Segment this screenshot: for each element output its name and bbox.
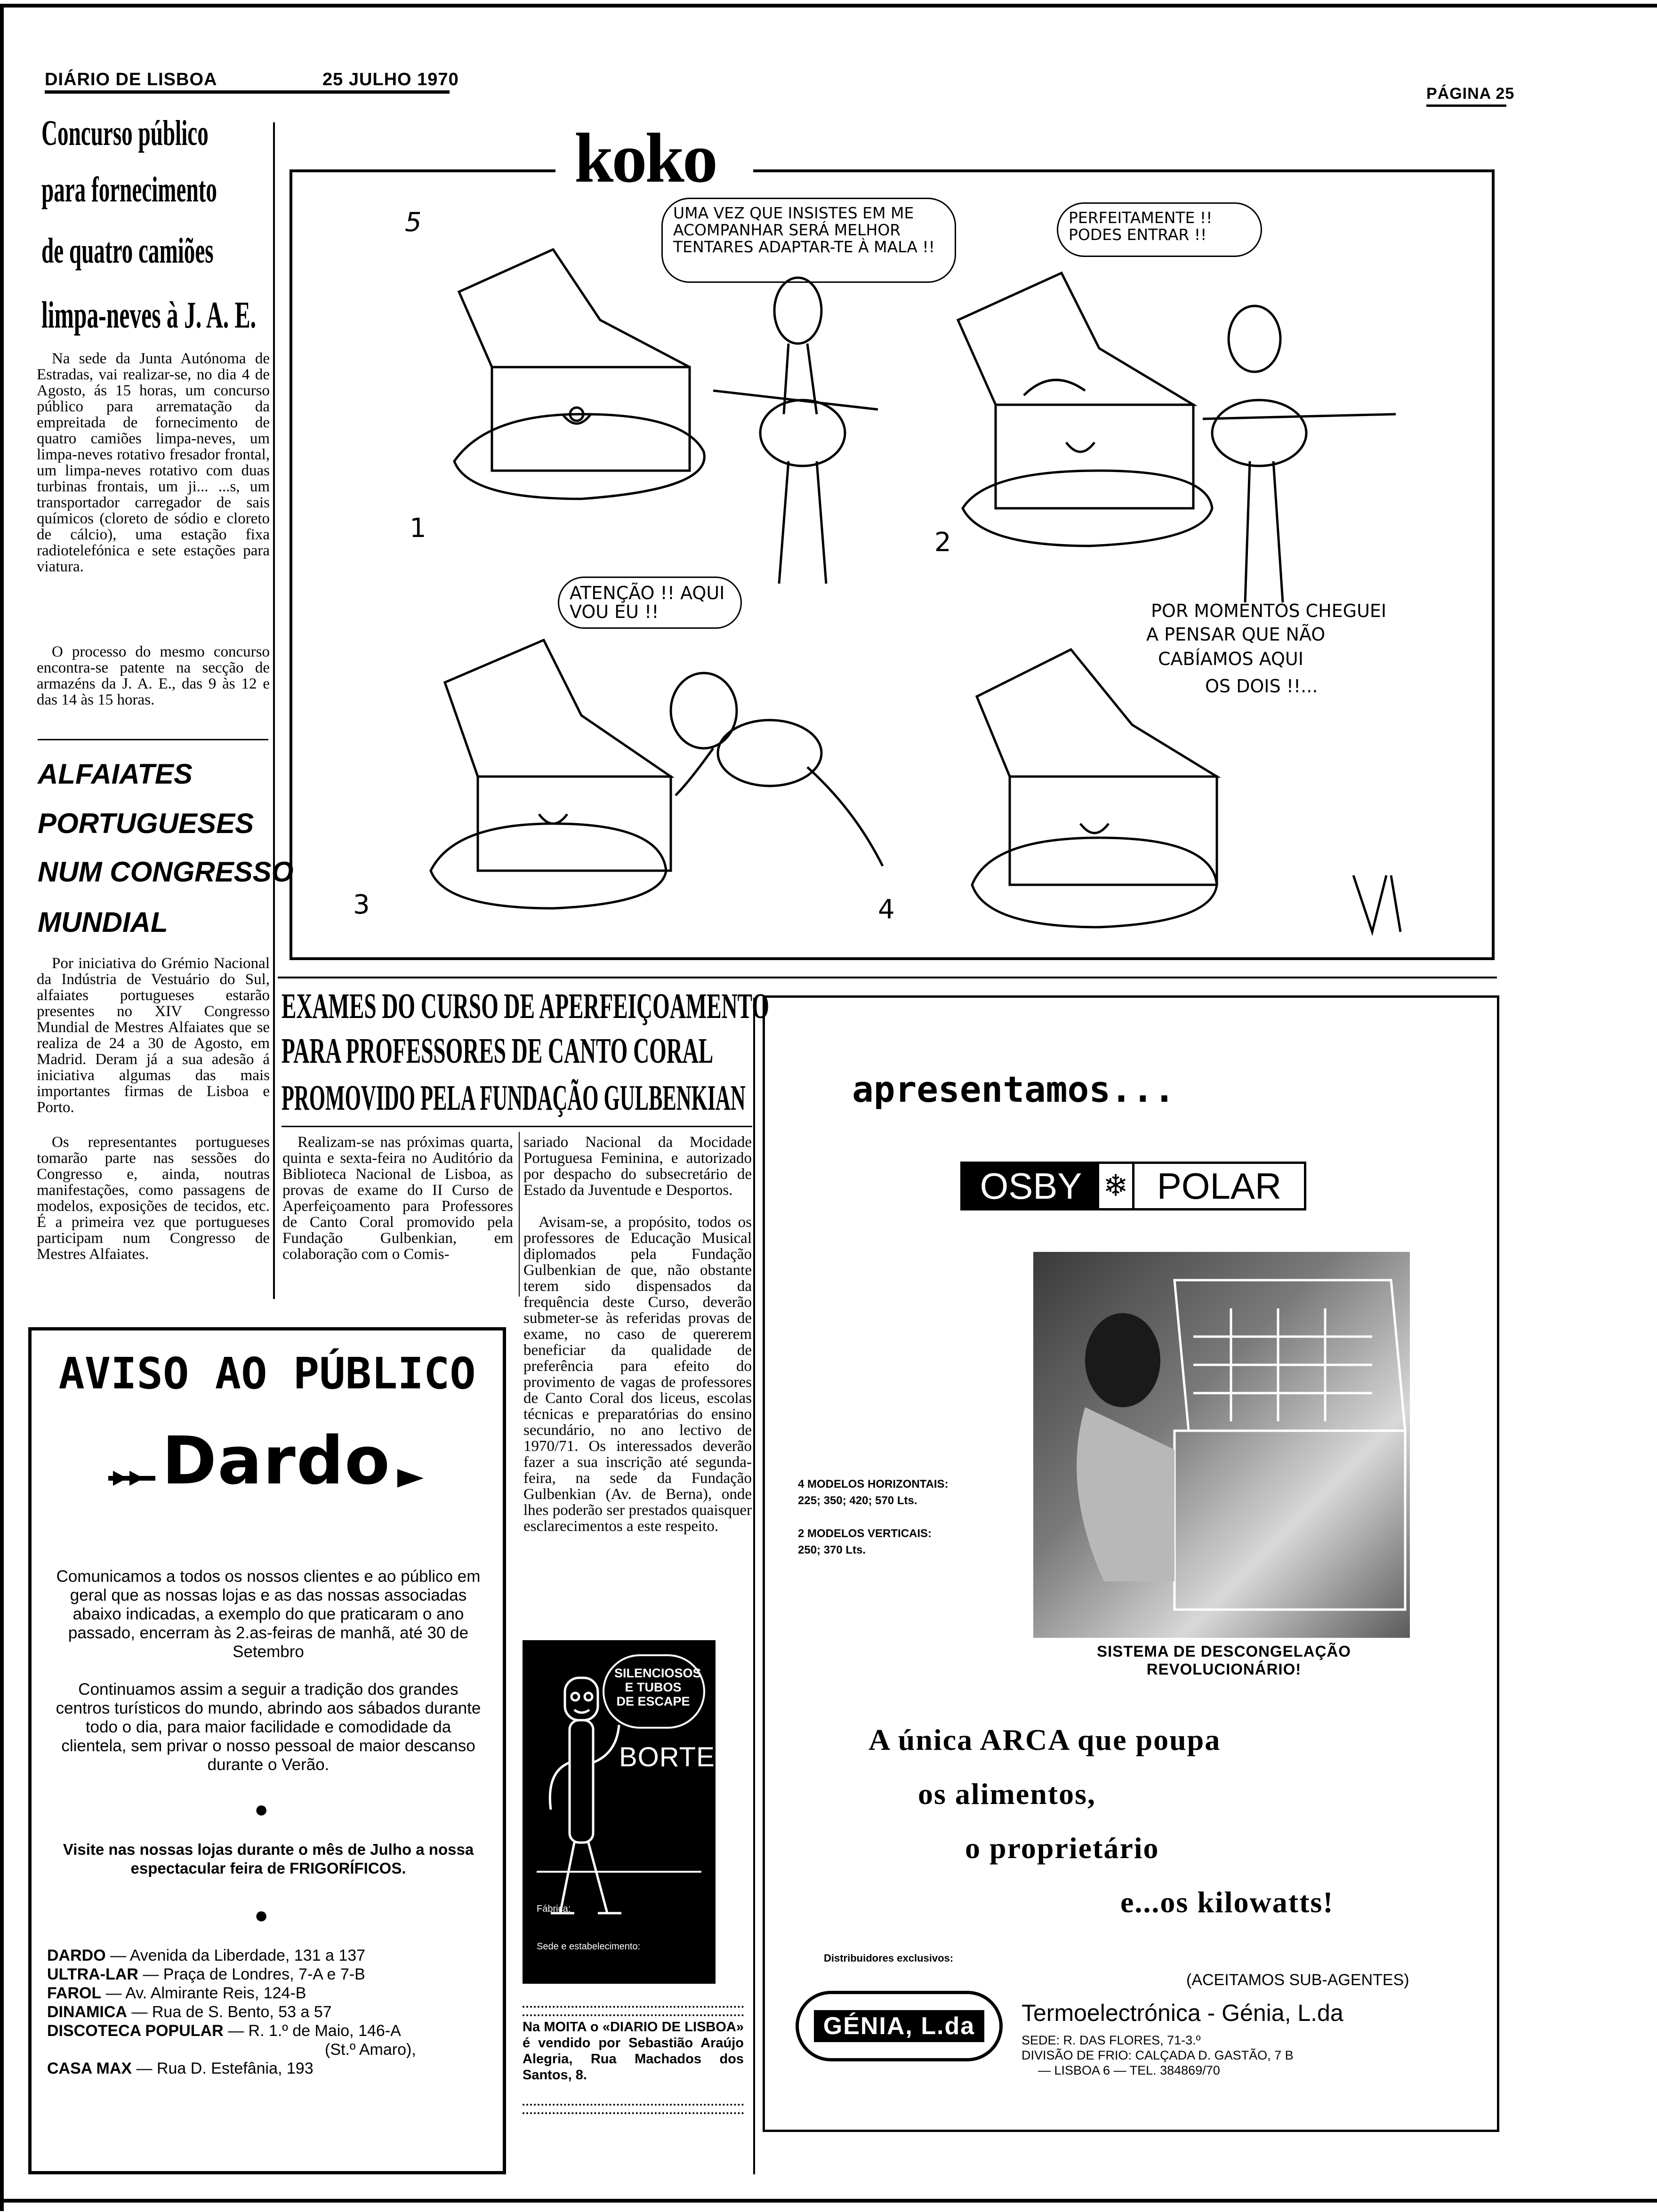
aviso-bullet-1: ●	[254, 1796, 269, 1822]
store-line: DINAMICA — Rua de S. Bento, 53 a 57	[47, 2003, 332, 2021]
aviso-store-list	[47, 1946, 499, 2078]
genia-logo	[796, 1991, 1003, 2061]
genia-company: Termoelectrónica - Génia, L.da	[1022, 2000, 1343, 2026]
moita-notice: Na MOITA o «DIARIO DE LISBOA» é vendido por Sebastião Araújo Alegria, Rua Machados dos Santos, 8.	[523, 2020, 744, 2083]
moita-top-border	[523, 2006, 744, 2016]
exames-title-line-1: EXAMES DO CURSO DE APERFEIÇOAMENTO	[282, 986, 769, 1026]
osby-caption: SISTEMA DE DESCONGELAÇÃO REVOLUCIONÁRIO!	[1097, 1643, 1351, 1678]
models-horizontal: 225; 350; 420; 570 Lts.	[798, 1494, 917, 1507]
store-line: FAROL — Av. Almirante Reis, 124-B	[47, 1984, 306, 2002]
panel-number-1: 1	[410, 513, 426, 544]
alfaiates-body-2: Os representantes portugueses tomarão parte nas sessões do Congresso e, ainda, noutras manifestações, como passagens de modelos, exposições de tecidos, etc. É a primeira vez que portugueses participam num Congresso de Mestres Alfaiates.	[37, 1134, 270, 1263]
genia-sede: SEDE: R. DAS FLORES, 71-3.º	[1022, 2033, 1201, 2047]
top-border	[0, 4, 1657, 8]
bortex-cars-icon	[537, 1871, 701, 1896]
bottom-border	[0, 2199, 1657, 2203]
alfaiates-title-line-3: NUM CONGRESSO	[38, 856, 294, 888]
speech-bubble-3: ATENÇÃO !! AQUI VOU EU !!	[570, 583, 725, 622]
comic-title: koko	[574, 119, 716, 197]
osby-intro: apresentamos...	[852, 1068, 1175, 1110]
alfaiates-title-line-2: PORTUGUESES	[38, 808, 254, 839]
column-rule-mid	[753, 998, 755, 2174]
speech-bubble-1: UMA VEZ QUE INSISTES EM ME ACOMPANHAR SERÁ MELHOR TENTARES ADAPTAR-TE À MALA !!	[673, 204, 935, 256]
slogan-line-1: A única ARCA que poupa	[869, 1723, 1221, 1756]
osby-logo-left: OSBY	[963, 1164, 1099, 1208]
polar-logo-right: POLAR	[1132, 1164, 1304, 1208]
aviso-title: AVISO AO PÚBLICO	[58, 1348, 476, 1399]
panel-number-4: 4	[878, 894, 895, 925]
osby-polar-logo	[960, 1162, 1306, 1210]
slogan-line-3: o proprietário	[965, 1831, 1159, 1865]
panel-2-character	[1203, 306, 1396, 602]
freezer-illustration	[1033, 1252, 1410, 1638]
exames-col-2-p1: sariado Nacional da Mocidade Portuguesa Feminina, e autorizado por despacho do subsecretário de Estado da Juventude e Desportos.	[523, 1134, 752, 1199]
bortex-brand: BORTEX	[619, 1742, 734, 1772]
header-rule	[45, 90, 450, 94]
concurso-title-line-2: para fornecimento	[41, 170, 217, 209]
aviso-paragraph-3: Visite nas nossas lojas durante o mês de Julho a nossa espectacular feira de FRIGORÍFICOS.	[63, 1841, 474, 1877]
store-line: DISCOTECA POPULAR — R. 1.º de Maio, 146-A	[47, 2022, 401, 2040]
paper-date: 25 JULHO 1970	[322, 70, 459, 89]
concurso-divider	[38, 739, 268, 740]
bortex-ad	[523, 1640, 734, 1984]
alfaiates-body-1: Por iniciativa do Grémio Nacional da Indústria de Vestuário do Sul, alfaiates portugueses estarão presentes no XIV Congresso Mundial de Mestres Alfaiates que se realiza de 24 a 30 de Agosto, em Madrid. Deram já a sua adesão á iniciativa algumas das mais importantes firmas de Lisboa e Porto.	[37, 955, 270, 1116]
models-vertical: 250; 370 Lts.	[798, 1544, 866, 1556]
panel-1-suitcase	[454, 249, 704, 499]
panel-number-2: 2	[934, 527, 951, 558]
horizontal-rule-under-comic	[278, 977, 1497, 978]
slogan-line-4: e...os kilowatts!	[1120, 1885, 1334, 1919]
speech-bubble-4-line-4: OS DOIS !!...	[1205, 676, 1318, 697]
page-number-rule	[1426, 104, 1506, 107]
slogan-line-2: os alimentos,	[918, 1777, 1096, 1811]
concurso-title-line-3: de quatro camiões	[41, 231, 214, 271]
concurso-body-2: O processo do mesmo concurso encontra-se patente na secção de armazéns da J. A. E., das 9 às 12 e das 14 às 15 horas.	[37, 643, 270, 708]
panel-3-character	[671, 673, 883, 866]
aviso-paragraph-1: Comunicamos a todos os nossos clientes e ao público em geral que as nossas lojas e as das nossas associadas abaixo indicadas, a exemplo do que praticaram o ano passado, encerram às 2.as-feiras de manhã, até 30 de Setembro	[56, 1567, 481, 1661]
exames-title-rule	[282, 1126, 752, 1127]
panel-2-suitcase	[958, 273, 1212, 546]
concurso-body-1: Na sede da Junta Autónoma de Estradas, vai realizar-se, no dia 4 de Agosto, ás 15 horas, um concurso público para arrematação da empreitada de fornecimento de quatro camiões limpa-neves, um limpa-neves rotativo fresador frontal, um limpa-neves rotativo com duas turbinas frontais, um ji... ...s, um transportador carregador de sais químicos (cloreto de sódio e cloreto de cálcio), uma estação fixa radiotelefónica e sete estações para viatura.	[37, 350, 270, 575]
models-vertical-label: 2 MODELOS VERTICAIS:	[798, 1527, 932, 1540]
left-border	[0, 4, 4, 2211]
exames-title-line-3: PROMOVIDO PELA FUNDAÇÃO GULBENKIAN	[282, 1078, 746, 1118]
store-line: DARDO — Avenida da Liberdade, 131 a 137	[47, 1947, 366, 1964]
concurso-title-line-1: Concurso público	[41, 113, 209, 153]
speech-bubble-4-line-1: POR MOMENTOS CHEGUEI	[1151, 601, 1387, 621]
store-line: ULTRA-LAR — Praça de Londres, 7-A e 7-B	[47, 1965, 365, 1983]
moita-bottom-border	[523, 2104, 744, 2114]
alfaiates-title-line-4: MUNDIAL	[38, 906, 168, 938]
genia-lisboa: — LISBOA 6 — TEL. 384869/70	[1038, 2063, 1220, 2077]
exames-col-2-p2: Avisam-se, a propósito, todos os professores de Educação Musical diplomados pela Fundação Gulbenkian de que, não obstante terem sido dispensados da frequência deste Curso, deverão submeter-se às referidas provas de exame, no caso de quererem beneficiar da qualidade de preferência para efeito do provimento de vagas de professores de Canto Coral dos liceus, escolas técnicas e preparatórias do ensino secundário, no ano lectivo de 1970/71. Os interessados deverão fazer a sua inscrição até segunda-feira, na sede da Fundação Gulbenkian (Av. de Berna), onde lhes poderão ser prestados quaisquer esclarecimentos a este respeito.	[523, 1214, 752, 1535]
genia-logo-text: GÉNIA, L.da	[814, 2010, 984, 2042]
speech-bubble-4-line-3: CABÍAMOS AQUI	[1158, 649, 1303, 669]
panel-4-suitcase	[972, 649, 1217, 927]
store-line: CASA MAX — Rua D. Estefânia, 193	[47, 2060, 314, 2077]
paper-name: DIÁRIO DE LISBOA	[45, 70, 217, 89]
freezer-photo	[1033, 1252, 1410, 1638]
speech-bubble-4-line-2: A PENSAR QUE NÃO	[1146, 624, 1326, 645]
column-rule-left	[273, 122, 275, 1299]
panel-1-character	[713, 278, 878, 584]
alfaiates-title-line-1: ALFAIATES	[38, 758, 193, 790]
panel-number-3: 3	[353, 890, 370, 920]
store-line: (St.º Amaro),	[325, 2041, 416, 2059]
dardo-logo: Dardo	[155, 1426, 397, 1497]
aviso-paragraph-2: Continuamos assim a seguir a tradição dos grandes centros turísticos do mundo, abrindo aos sábados durante todo o dia, para maior facilidade e comodidade da clientela, sem privar o nosso pessoal de maior descanso durante o Verão.	[56, 1680, 481, 1774]
comic-corner-mark: 5	[405, 207, 422, 238]
distributors-label: Distribuidores exclusivos:	[824, 1952, 954, 1964]
sub-agentes: (ACEITAMOS SUB-AGENTES)	[1186, 1971, 1409, 1989]
panel-3-suitcase	[431, 640, 671, 908]
exames-col-1: Realizam-se nas próximas quarta, quinta e sexta-feira no Auditório da Biblioteca Nacional de Lisboa, as provas de exame do II Curso de Aperfeiçoamento para Professores de Canto Coral promovido pela Fundação Gulbenkian, em colaboração com o Comis-	[282, 1134, 513, 1263]
exames-title-line-2: PARA PROFESSORES DE CANTO CORAL	[282, 1031, 714, 1071]
bortex-sede: Sede e estabelecimento:	[537, 1941, 641, 1952]
models-horizontal-label: 4 MODELOS HORIZONTAIS:	[798, 1478, 949, 1491]
exames-column-rule	[519, 1132, 520, 1297]
bortex-badge: SILENCIOSOS E TUBOS DE ESCAPE	[614, 1666, 701, 1708]
concurso-title-line-4: limpa-neves à J. A. E.	[41, 295, 257, 336]
speech-bubble-2: PERFEITAMENTE !! PODES ENTRAR !!	[1069, 208, 1213, 244]
panel-4-signature	[1353, 875, 1400, 932]
genia-divisao: DIVISÃO DE FRIO: CALÇADA D. GASTÃO, 7 B	[1022, 2048, 1294, 2062]
snowflake-icon: ❄	[1103, 1169, 1128, 1202]
comic-drawings	[290, 169, 1495, 960]
bortex-fabrica: Fábrica:	[537, 1904, 571, 1914]
page-number: PÁGINA 25	[1426, 85, 1515, 103]
aviso-bullet-2: ●	[254, 1902, 269, 1928]
